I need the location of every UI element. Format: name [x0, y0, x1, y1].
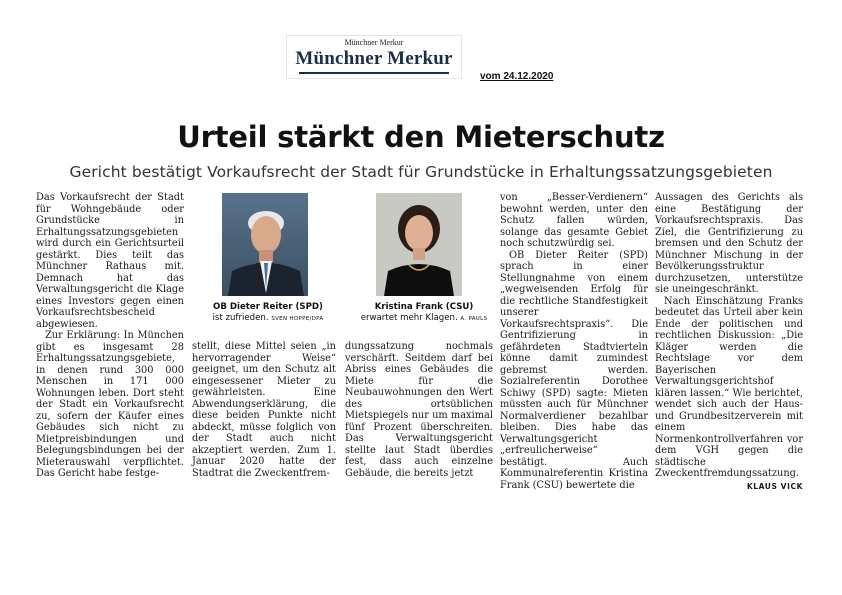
caption-name: OB Dieter Reiter (SPD) [213, 302, 323, 312]
paragraph: Zur Erklärung: In München gibt es insgesamt 28 Erhaltungssatzungsgebiete, in denen rund 300 000 Menschen in 171 000 Wohnungen leben. Dort steht der Stadt ein Vorkaufsrecht zu, sofern der Käufer eines Gebäudes sich nicht zu Mietpreisbindungen und Belegungsbindungen bei der Mieterauswahl verpflichtet. Das Gericht habe festge- [36, 330, 184, 479]
masthead-rule [299, 72, 449, 74]
article-column-1 [36, 192, 184, 480]
paragraph: stellt, diese Mittel seien „in hervorragender Weise“ geeignet, um den Schutz alt eingesessener Mieter zu gewährleisten. Eine Abwendungserklärung, die diese beiden Punkte nicht abdeckt, müsse folglich von der Stadt auch nicht akzeptiert werden. Zum 1. Januar 2020 hatte der Stadtrat die Zweckentfrem- [192, 341, 336, 479]
article-column-3 [345, 341, 493, 479]
masthead-logo: Münchner Merkur [295, 48, 453, 69]
photo-credit: A. PAULS [460, 316, 488, 322]
caption-text: erwartet mehr Klagen. [360, 313, 458, 323]
portrait-image [222, 193, 308, 296]
caption-name: Kristina Frank (CSU) [374, 302, 474, 312]
photo-credit: SVEN HOPPE/DPA [271, 316, 324, 322]
headline: Urteil stärkt den Mieterschutz [177, 120, 665, 154]
paragraph: Aussagen des Gerichts als eine Bestätigung der Vorkaufsrechtspraxis. Das Ziel, die Gentrifizierung zu bremsen und den Schutz der Münchner Mischung in der Bevölkerungsstruktur durchzusetzen, unterstütze sie uneingeschränkt. [655, 192, 803, 295]
paragraph: von „Besser-Verdienern“ bewohnt werden, unter den Schutz fallen würden, solange das gesamte Gebiet noch schutzwürdig sei. [500, 192, 648, 249]
paragraph: dungssatzung nochmals verschärft. Seitdem darf bei Abriss eines Gebäudes die Miete für die Neubauwohnungen den Wert des ortsüblichen Mietspiegels nur um maximal fünf Prozent überschreiten. Das Verwaltungsgericht stellte laut Stadt überdies fest, dass auch einzelne Gebäude, die bereits jetzt [345, 341, 493, 479]
paragraph: Nach Einschätzung Franks bedeutet das Urteil aber kein Ende der politischen und rechtlichen Diskussion: „Die Kläger werden die Rechtslage vor dem Bayerischen Verwaltungsgerichtshof klären lassen.“ Wie berichtet, wendet sich auch der Haus- und Grundbesitzerverein mit einem Normenkontrollverfahren vor dem VGH gegen die städtische Zweckentfremdungssatzung. [655, 295, 803, 479]
author-line [655, 481, 803, 493]
author-name: KLAUS VICK [746, 481, 803, 491]
publication-date: vom 24.12.2020 [480, 71, 554, 82]
subheadline: Gericht bestätigt Vorkaufsrecht der Stadt für Grundstücke in Erhaltungssatzungsgebieten [69, 163, 773, 181]
photo-caption-2 [354, 302, 494, 325]
photo-kristina-frank [376, 193, 462, 296]
newspaper-masthead [286, 35, 462, 79]
paragraph: Das Vorkaufsrecht der Stadt für Wohngebäude oder Grundstücke in Erhaltungssatzungsgebieten wird durch ein Gerichtsurteil gestärkt. Dies teilt das Münchner Rathaus mit. Demnach hat das Verwaltungsgericht die Klage eines Investors gegen einen Vorkaufsrechtsbescheid abgewiesen. [36, 192, 184, 330]
photo-caption-1 [200, 302, 336, 325]
caption-text: ist zufrieden. [212, 313, 269, 323]
article-column-5 [655, 192, 803, 492]
portrait-image [376, 193, 462, 296]
article-column-2 [192, 341, 336, 479]
masthead-small-title: Münchner Merkur [344, 38, 404, 47]
photo-dieter-reiter [222, 193, 308, 296]
article-column-4 [500, 192, 648, 491]
paragraph: OB Dieter Reiter (SPD) sprach in einer Stellungnahme von einem „wegweisenden Erfolg für die rechtliche Standfestigkeit unserer Vorkaufsrechtspraxis“. Die Gentrifizierung in gefährdeten Stadtvierteln könne damit zumindest gebremst werden. Sozialreferentin Dorothee Schiwy (SPD) sagte: Mieten müssten auch für Münchner Normalverdiener bezahlbar bleiben. Dies habe das Verwaltungsgericht „erfreulicherweise“ bestätigt. Auch Kommunalreferentin Kristina Frank (CSU) bewertete die [500, 249, 648, 491]
